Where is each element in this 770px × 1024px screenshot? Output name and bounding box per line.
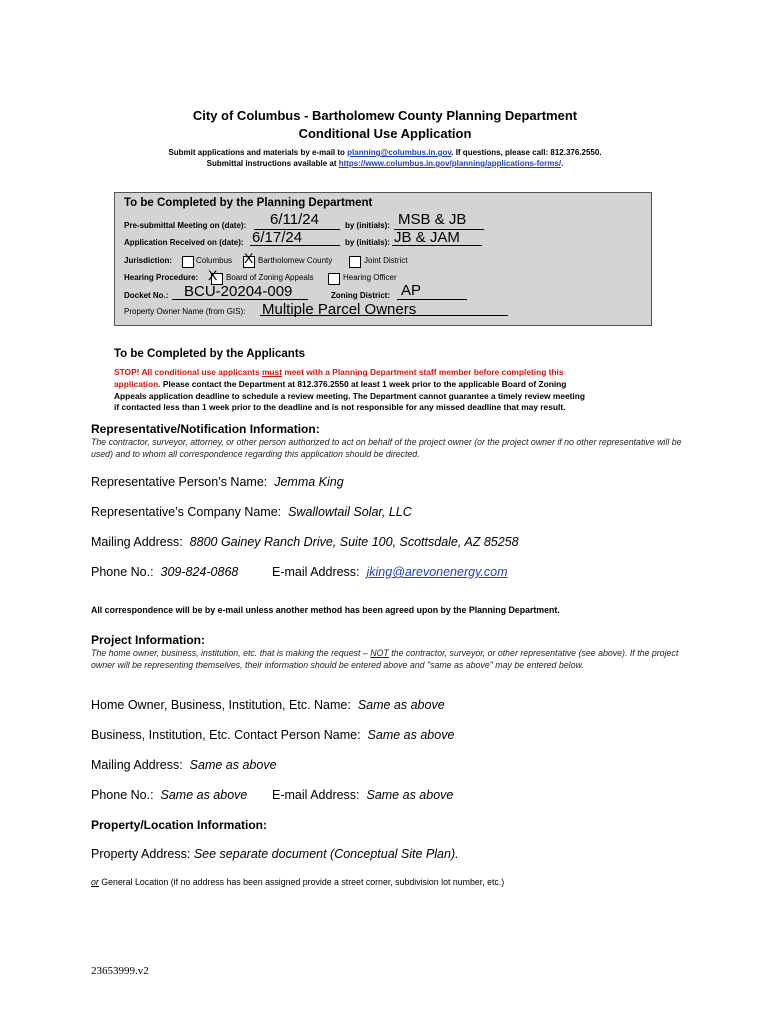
project-email-label: E-mail Address: [272, 788, 360, 802]
rep-email-label: E-mail Address: [272, 565, 360, 579]
stop-line-2 [114, 379, 566, 389]
property-heading: Property/Location Information: [91, 818, 268, 832]
rep-company-value[interactable]: Swallowtail Solar, LLC [288, 505, 412, 519]
rep-phone-value[interactable]: 309-824-0868 [160, 565, 239, 579]
hearing-label: Hearing Procedure: [124, 273, 199, 282]
project-phone-row [91, 788, 247, 802]
rep-name-value[interactable]: Jemma King [274, 475, 344, 489]
received-label: Application Received on (date): [124, 238, 244, 247]
jurisdiction-label: Jurisdiction: [124, 256, 173, 265]
property-address-label: Property Address: [91, 847, 191, 861]
project-mailing-row [91, 758, 277, 772]
general-location-or: or [91, 877, 99, 887]
submit-prefix: Submit applications and materials by e-mail to [168, 148, 348, 157]
zoning-district[interactable]: AP [401, 282, 422, 299]
rep-email-row [272, 565, 507, 579]
project-note-not: NOT [370, 648, 389, 658]
stop-line-1 [114, 367, 564, 377]
project-mailing-label: Mailing Address: [91, 758, 183, 772]
project-phone-value[interactable]: Same as above [160, 788, 248, 802]
project-email-row [272, 788, 453, 802]
rep-name-label: Representative Person’s Name: [91, 475, 268, 489]
project-email-value[interactable]: Same as above [366, 788, 454, 802]
hearing-bza-label: Board of Zoning Appeals [226, 273, 314, 282]
presubmittal-initials-label: by (initials): [345, 221, 390, 230]
rep-mailing-label: Mailing Address: [91, 535, 183, 549]
planning-email-link[interactable]: planning@columbus.in.gov [347, 148, 452, 157]
project-contact-value[interactable]: Same as above [367, 728, 455, 742]
project-note-part2: the contractor, surveyor, or other representative (see above). If the project owner will be representing themselves, their information should be entered above and "same as above" may be entered below. [91, 648, 679, 670]
representative-note: The contractor, surveyor, attorney, or other person authorized to act on behalf of the project owner (or the project owner if no other representative will be used) and to whom all correspondence regarding this application should be directed. [91, 437, 682, 459]
stop-must: must [261, 367, 282, 377]
rep-mailing-value[interactable]: 8800 Gainey Ranch Drive, Suite 100, Scottsdale, AZ 85258 [189, 535, 519, 549]
presubmittal-date[interactable]: 6/11/24 [270, 211, 319, 228]
zoning-line [397, 299, 467, 300]
received-date[interactable]: 6/17/24 [252, 229, 303, 246]
property-address-value[interactable]: See separate document (Conceptual Site Plan). [193, 847, 459, 861]
general-location-text: General Location (if no address has been assigned provide a street corner, subdivision lot number, etc.) [98, 877, 505, 887]
rep-company-row [91, 505, 412, 519]
owner-gis-label: Property Owner Name (from GIS): [124, 307, 246, 316]
document-subtitle: Conditional Use Application [298, 126, 472, 141]
presubmittal-initials[interactable]: MSB & JB [398, 211, 467, 228]
document-id: 23653999.v2 [91, 965, 149, 977]
rep-company-label: Representative’s Company Name: [91, 505, 282, 519]
jurisdiction-joint-checkbox[interactable] [349, 253, 361, 271]
representative-heading: Representative/Notification Information: [91, 422, 320, 436]
rep-email-value[interactable]: jking@arevonenergy.com [366, 565, 508, 579]
applicants-heading: To be Completed by the Applicants [114, 348, 306, 360]
project-owner-row [91, 698, 445, 712]
correspondence-note: All correspondence will be by e-mail unless another method has been agreed upon by the Planning Department. [91, 605, 560, 615]
hearing-bza-check: X [208, 267, 218, 283]
project-phone-label: Phone No.: [91, 788, 154, 802]
stop-part1: STOP! All conditional use applicants [114, 367, 262, 377]
project-heading: Project Information: [91, 633, 206, 647]
docket-number[interactable]: BCU-20204-009 [184, 283, 293, 300]
project-owner-label: Home Owner, Business, Institution, Etc. Name: [91, 698, 351, 712]
rep-phone-label: Phone No.: [91, 565, 154, 579]
project-note-part1: The home owner, business, institution, etc. that is making the request – [91, 648, 371, 658]
hearing-officer-label: Hearing Officer [343, 273, 397, 282]
rep-mailing-row [91, 535, 519, 549]
project-contact-row [91, 728, 454, 742]
jurisdiction-county-label: Bartholomew County [258, 256, 333, 265]
submit-line [0, 148, 770, 157]
project-note [91, 647, 691, 671]
instructions-link[interactable]: https://www.columbus.in.gov/planning/applications-forms/ [338, 159, 562, 168]
instructions-suffix: . [561, 159, 564, 168]
stop-application: application. [114, 379, 161, 389]
project-owner-value[interactable]: Same as above [357, 698, 445, 712]
stop-part2: meet with a Planning Department staff member before completing this [282, 367, 564, 377]
jurisdiction-county-check: X [244, 250, 254, 266]
submit-suffix: . If questions, please call: 812.376.2550. [451, 148, 602, 157]
jurisdiction-columbus-checkbox[interactable] [182, 253, 194, 271]
document-title: City of Columbus - Bartholomew County Planning Department [192, 108, 578, 123]
docket-label: Docket No.: [124, 291, 169, 300]
presubmittal-label: Pre-submittal Meeting on (date): [124, 221, 247, 230]
property-address-row [91, 847, 459, 861]
zoning-label: Zoning District: [331, 291, 391, 300]
general-location-row [91, 877, 504, 887]
owner-gis-value[interactable]: Multiple Parcel Owners [262, 301, 417, 318]
jurisdiction-columbus-label: Columbus [196, 256, 233, 265]
stop-rest-1: Please contact the Department at 812.376.2550 at least 1 week prior to the applicable Board of Zoning [160, 379, 567, 389]
received-initials-label: by (initials): [345, 238, 390, 247]
staff-box-heading: To be Completed by the Planning Department [124, 197, 373, 209]
jurisdiction-joint-label: Joint District [364, 256, 408, 265]
rep-name-row [91, 475, 344, 489]
project-contact-label: Business, Institution, Etc. Contact Person Name: [91, 728, 361, 742]
stop-line-4: if contacted less than 1 week prior to the deadline and is not responsible for any missed deadline that may result. [114, 402, 566, 412]
instructions-prefix: Submittal instructions available at [206, 159, 339, 168]
project-mailing-value[interactable]: Same as above [189, 758, 277, 772]
instructions-line [0, 159, 770, 168]
hearing-officer-checkbox[interactable] [328, 270, 340, 288]
received-initials[interactable]: JB & JAM [394, 229, 460, 246]
stop-line-3: Appeals application deadline to schedule a review meeting. The Department cannot guarantee a timely review meeting [114, 391, 585, 401]
rep-phone-row [91, 565, 238, 579]
